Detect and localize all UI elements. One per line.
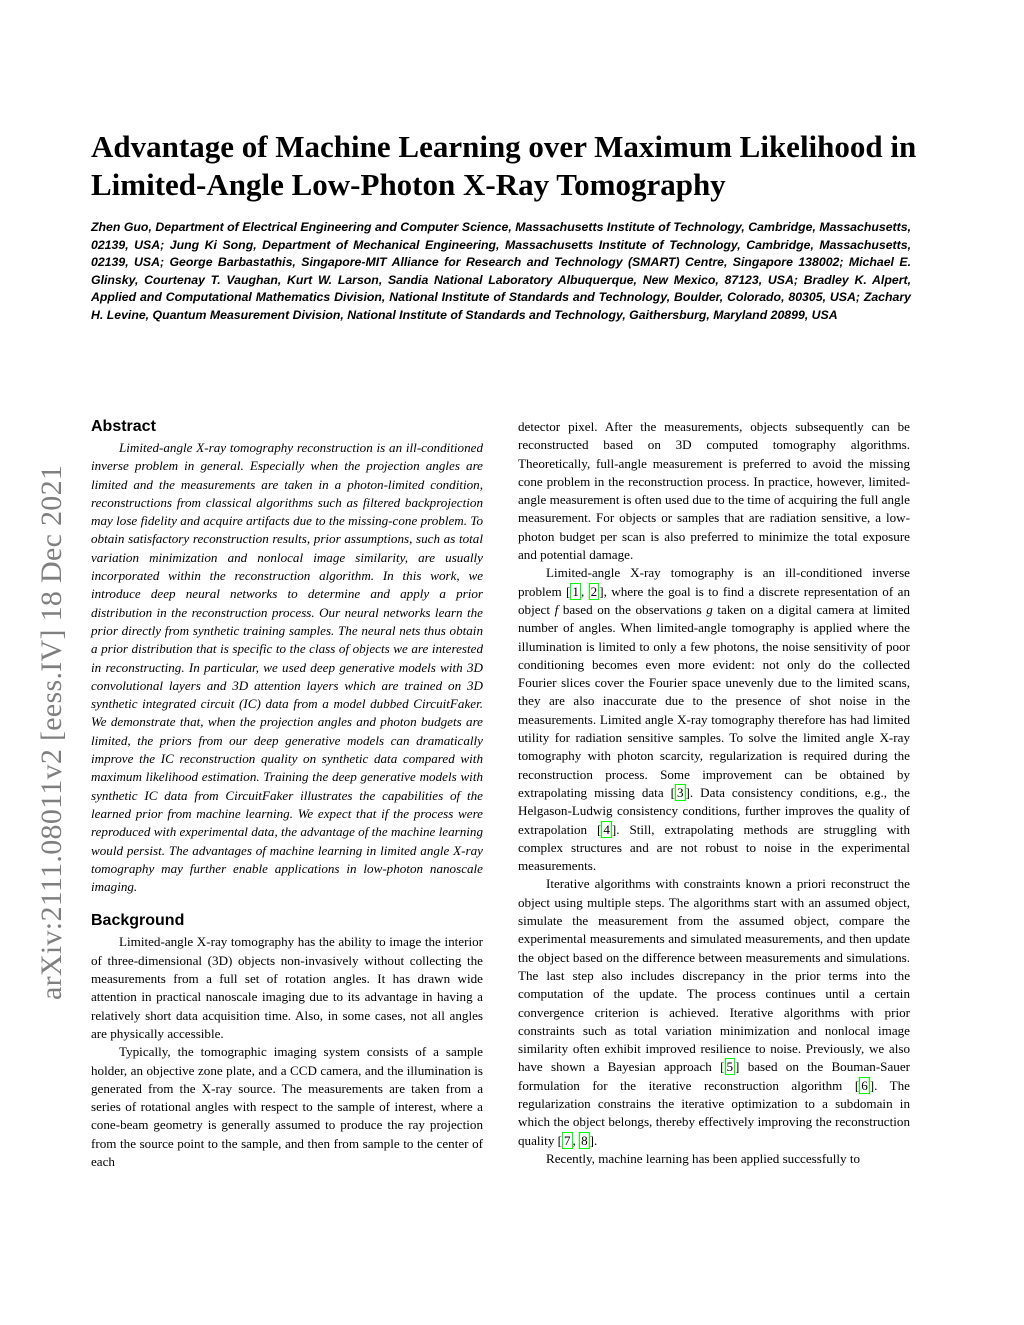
right-paragraph-1: detector pixel. After the measurements, objects subsequently can be reconstructed based on 3D computed tomography algorithms. Theoretically, full-angle measurement is preferred to avoid the missing cone problem in the reconstruction process. In practice, however, limited-angle measurement is often used due to the time of acquiring the full angle measurement. For objects or samples that are radiation sensitive, a low-photon budget per scan is also preferred to minimize the total exposure and potential damage. xyxy=(518,419,910,563)
citation-link-8[interactable]: 8 xyxy=(581,1132,588,1148)
right-paragraph-3: Iterative algorithms with constraints known a priori reconstruct the object using multiple steps. The algorithms start with an assumed object, simulate the measurement from the assumed object, compare the experimental measurements and simulated measurements, and then update the object based on the difference between measurements and simulations. The last step also includes discrepancy in the prior terms into the computation of the update. The process continues until a certain convergence criterion is achieved. Iterative algorithms with prior constraints such as total variation minimization and nonlocal image similarity often exhibit improved resilience to noise. Previously, we also have shown a Bayesian approach [ 5 ] based on the Bouman-Sauer formulation for the iterative reconstruction algorithm [ 6 ]. The regularization constrains the iterative optimization to a subdomain in which the object belongs, thereby effectively improving the reconstruction quality [ 7 , 8 ]. xyxy=(518,876,910,1148)
paper-title xyxy=(91,128,921,204)
title-line-1: Advantage of Machine Learning over Maximum Likelihood in xyxy=(91,129,917,164)
citation-link-7[interactable]: 7 xyxy=(564,1132,571,1148)
citation-link-4[interactable]: 4 xyxy=(603,821,610,837)
variable-g: g xyxy=(706,601,713,617)
left-column xyxy=(91,418,483,1171)
citation-link-1[interactable]: 1 xyxy=(572,583,579,599)
variable-f: f xyxy=(554,601,559,617)
citation-link-5[interactable]: 5 xyxy=(726,1059,734,1075)
right-column xyxy=(518,418,910,1168)
arxiv-identifier: arXiv:2111.08011v2 [eess.IV] 18 Dec 2021 xyxy=(35,464,68,1000)
title-line-2: Limited-Angle Low-Photon X-Ray Tomography xyxy=(91,167,726,202)
citation-link-6[interactable]: 6 xyxy=(861,1077,868,1093)
background-heading: Background xyxy=(91,912,185,930)
author-list: Zhen Guo, Department of Electrical Engineering and Computer Science, Massachusetts Institute of Technology, Cambridge, Massachusetts, 02139, USA; Jung Ki Song, Department of Mechanical Engineering, Massachusetts Institute of Technology, Cambridge, Massachusetts, 02139, USA; George Barbastathis, Singapore-MIT Alliance for Research and Technology (SMART) Centre, Singapore 138002; Michael E. Glinsky, Courtenay T. Vaughan, Kurt W. Larson, Sandia National Laboratory Albuquerque, New Mexico, 87123, USA; Bradley K. Alpert, Applied and Computational Mathematics Division, National Institute of Standards and Technology, Boulder, Colorado, 80305, USA; Zachary H. Levine, Quantum Measurement Division, National Institute of Standards and Technology, Gaithersburg, Maryland 20899, USA xyxy=(91,220,911,322)
right-paragraph-4: Recently, machine learning has been applied successfully to xyxy=(546,1150,861,1166)
right-paragraph-2: Limited-angle X-ray tomography is an ill-conditioned inverse problem [ 1 , 2 ], where the goal is to find a discrete representation of an object f based on the observations g taken on a digital camera at limited number of angles. When limited-angle tomography is applied where the illumination is limited to only a few photons, the noise sensitivity of poor conditioning becomes even more evident: not only do the collected Fourier slices cover the Fourier space unevenly due to the limited scans, they are also inaccurate due to the presence of shot noise in the measurements. Limited angle X-ray tomography therefore has had limited utility for radiation sensitive samples. To solve the limited angle X-ray tomography with photon scarcity, regularization is required during the reconstruction process. Some improvement can be obtained by extrapolating missing data [ 3 ]. Data consistency conditions, e.g., the Helgason-Ludwig consistency conditions, further improves the quality of extrapolation [ 4 ]. Still, extrapolating methods are struggling with complex structures and are not robust to noise in the experimental measurements. xyxy=(518,565,911,874)
background-paragraph-1: Limited-angle X-ray tomography has the ability to image the interior of three-dimensional (3D) objects non-invasively without collecting the measurements from a full set of rotation angles. It has drawn wide attention in practical nanoscale imaging due to its advantage in having a relatively short data acquisition time. Also, in some cases, not all angles are physically accessible. xyxy=(91,934,483,1041)
abstract-text: Limited-angle X-ray tomography reconstruction is an ill-conditioned inverse problem in general. Especially when the projection angles are limited and the measurements are taken in a photon-limited condition, reconstructions from classical algorithms such as filtered backprojection may lose fidelity and acquire artifacts due to the missing-cone problem. To obtain satisfactory reconstruction results, prior assumptions, such as total variation minimization and nonlocal image similarity, are usually incorporated within the reconstruction algorithm. In this work, we introduce deep neural networks to determine and apply a prior distribution in the reconstruction process. Our neural networks learn the prior directly from synthetic training samples. The neural nets thus obtain a prior distribution that is specific to the class of objects we are interested in reconstructing. In particular, we used deep generative models with 3D convolutional layers and 3D attention layers which are trained on 3D synthetic integrated circuit (IC) data from a model dubbed CircuitFaker. We demonstrate that, when the projection angles and photon budgets are limited, the priors from our deep generative models can dramatically improve the IC reconstruction quality on synthetic data compared with maximum likelihood estimation. Training the deep generative models with synthetic IC data from CircuitFaker illustrates the capabilities of the learned prior from machine learning. We expect that if the process were reproduced with experimental data, the advantage of the machine learning would persist. The advantages of machine learning in limited angle X-ray tomography may further enable applications in low-photon nanoscale imaging. xyxy=(91,440,483,895)
citation-link-2[interactable]: 2 xyxy=(590,583,598,599)
citation-link-3[interactable]: 3 xyxy=(677,784,684,800)
background-paragraph-2: Typically, the tomographic imaging system consists of a sample holder, an objective zone plate, and a CCD camera, and the illumination is generated from the X-ray source. The measurements are taken from a series of rotational angles with respect to the sample of interest, where a cone-beam geometry is generally assumed to produce the ray projection from the source point to the sample, and then from sample to the center of each xyxy=(91,1044,483,1169)
abstract-heading: Abstract xyxy=(91,418,156,435)
